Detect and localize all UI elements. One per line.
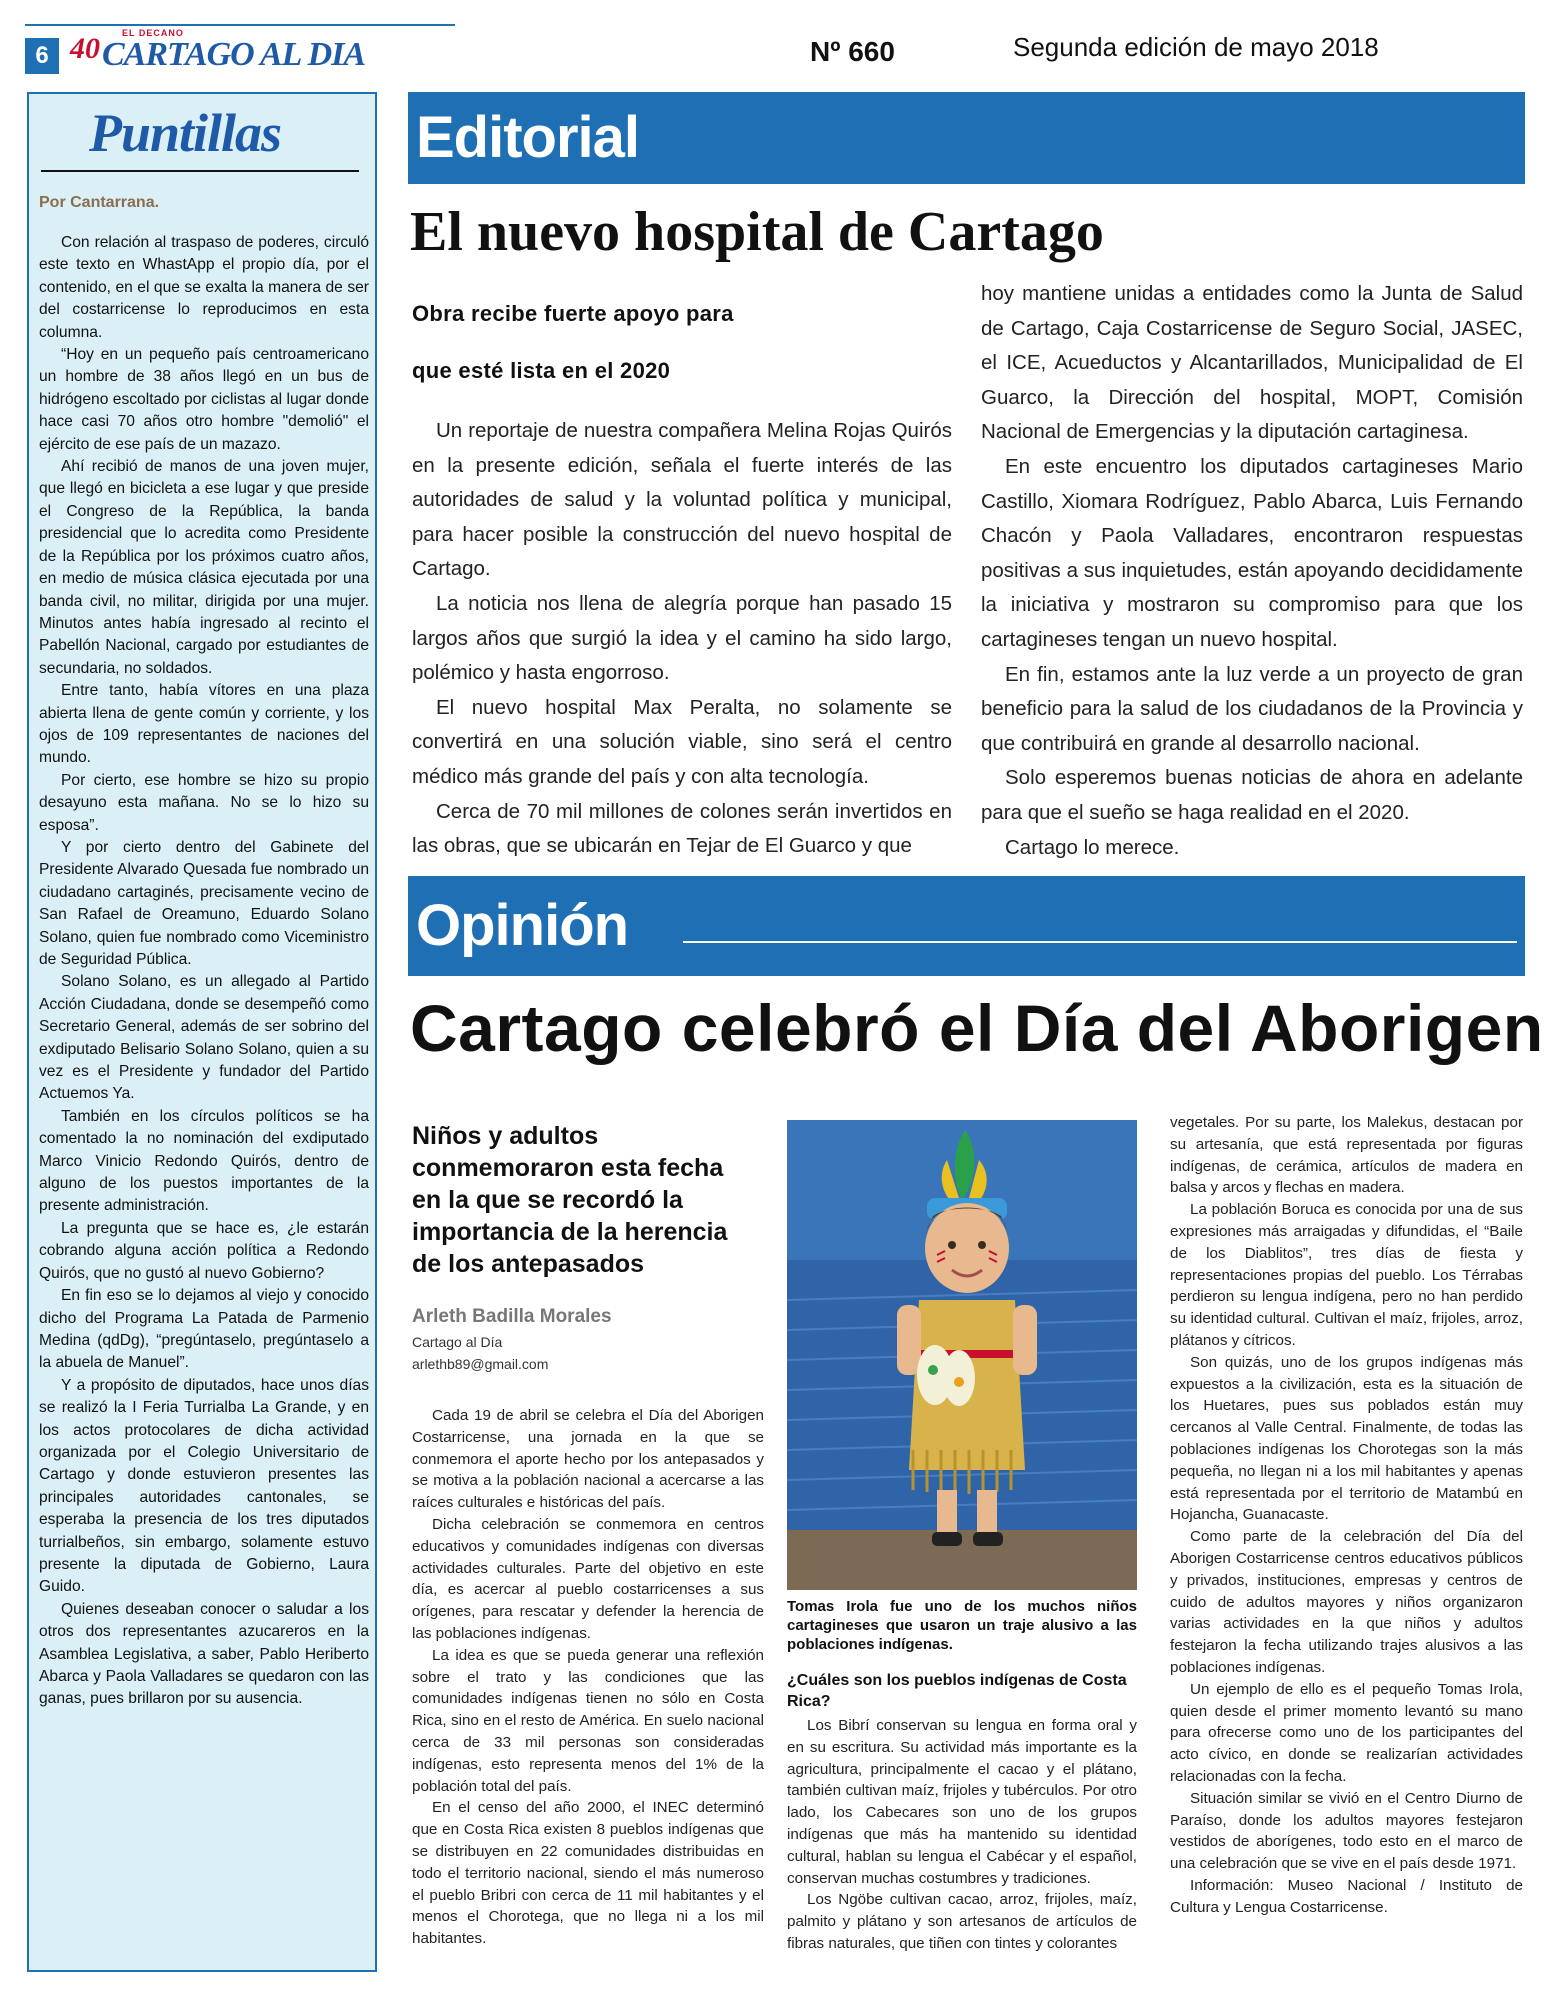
opinion-column-2 [787,1715,1137,1955]
photo-caption: Tomas Irola fue uno de los muchos niños cartagineses que usaron un traje alusivo a las poblaciones indígenas. [787,1598,1137,1653]
opinion-banner-rule [683,941,1517,943]
paragraph: Con relación al traspaso de poderes, circuló este texto en WhastApp el propio día, por el contenido, en el que se exalta la manera de ser del costarricense lo reproducimos en esta columna. [39,234,369,341]
puntillas-byline: Por Cantarrana. [39,194,160,211]
paragraph: En fin eso se lo dejamos al viejo y conocido dicho del Programa La Patada de Parmenio Medina (qdDg), “pregúntaselo, pregúntaselo a la abuela de Manuel”. [39,1287,369,1372]
child-costume-photo [787,1120,1137,1590]
paragraph: Entre tanto, había vítores en una plaza abierta llena de gente común y corriente, y los ojos de 109 representantes de naciones del mundo. [39,682,369,767]
subhead-line: que esté lista en el 2020 [412,358,671,383]
paragraph: Como parte de la celebración del Día del Aborigen Costarricense centros educativos públicos y privados, instituciones, empresas y centros de cuido de adultos mayores y niños organizaron varias actividades en la que niños y adultos festejaron la fecha utilizando trajes alusivos a las poblaciones indígenas. [1170,1528,1523,1676]
subhead-line: Obra recibe fuerte apoyo para [412,301,734,326]
paragraph: Los Ngöbe cultivan cacao, arroz, frijoles, maíz, palmito y plátano y son artesanos de artículos de fibras naturales, que tiñen con tintes y colorantes [787,1891,1137,1952]
question-heading: ¿Cuáles son los pueblos indígenas de Costa Rica? [787,1672,1127,1710]
paragraph: La población Boruca es conocida por una de sus expresiones más arraigadas y difundidas, el “Baile de los Diablitos”, tres días de fiesta y representaciones propias del pueblo. Los Térrabas perdieron su lengua indígena, pero no han perdido su identidad cultural. Cultivan el maíz, frijoles, arroz, plátanos y cítricos. [1170,1201,1523,1349]
paragraph: La pregunta que se hace es, ¿le estarán cobrando alguna acción política a Redondo Quirós, que no gustó al nuevo Gobierno? [39,1219,369,1282]
paragraph: Por cierto, ese hombre se hizo su propio desayuno esta mañana. No se lo hizo su esposa”. [39,771,369,834]
editorial-banner [408,92,1525,184]
paragraph: También en los círculos políticos se ha comentado la no nominación del exdiputado Marco Vinicio Redondo Quirós, dentro de alguno de los puestos importantes de la presente administración. [39,1107,369,1215]
opinion-headline: Cartago celebró el Día del Aborigen [410,991,1544,1065]
author-name: Arleth Badilla Morales [412,1306,612,1327]
paragraph: vegetales. Por su parte, los Malekus, destacan por su artesanía, que está representada por figuras indígenas, de cerámica, artículos de madera en balsa y arcos y flechas en madera. [1170,1114,1523,1197]
opinion-section-title: Opinión [416,893,629,958]
paragraph: Y por cierto dentro del Gabinete del Presidente Alvarado Quesada fue nombrado un ciudadano cartaginés, precisamente vecino de San Rafael de Oreamuno, Eduardo Solano Solano, quien fue nombrado como Viceministro de Seguridad Pública. [39,838,369,968]
puntillas-column [27,92,377,1972]
paragraph: Los Bibrí conservan su lengua en forma oral y en su escritura. Su actividad más importante es la agricultura, principalmente el cacao y el plátano, también cultivan maíz, frijoles y tubérculos. Por otro lado, los Cabecares son uno de los grupos indígenas que más ha mantenido su identidad cultural, hablan su lengua el Cabécar y el español, conservan muchas costumbres y tradiciones. [787,1717,1137,1887]
paragraph: Cerca de 70 mil millones de colones serán invertidos en las obras, que se ubicarán en Tejar de El Guarco y que [412,799,952,858]
paragraph: Son quizás, uno de los grupos indígenas más expuestos a la civilización, esta es la situación de los Huetares, pues sus poblados están muy cercanos al Valle Central. Finalmente, de todas las poblaciones indígenas los Chorotegas son la más pequeña, no llegan ni a los mil habitantes y apenas está representada por el territorio de Matambú en Hojancha, Guanacaste. [1170,1353,1523,1524]
author-publication: Cartago al Día [412,1334,503,1350]
paragraph: Información: Museo Nacional / Instituto de Cultura y Lengua Costarricense. [1170,1876,1523,1916]
paragraph: Un ejemplo de ello es el pequeño Tomas Irola, quien desde el primer momento levantó su mano para ofrecerse como uno de los participantes del acto cívico, en donde se realizarían actividades relacionadas con la fecha. [1170,1680,1523,1785]
paragraph: Y a propósito de diputados, hace unos días se realizó la I Feria Turrialba La Grande, y en los actos protocolares de dicha actividad organizada por el Colegio Universitario de Cartago y donde estuvieron presentes las principales autoridades cantonales, se esperaba la presencia de los tres diputados turrialbeños, sin embargo, solamente estuvo presente la diputada de Gobierno, Laura Guido. [39,1376,369,1596]
paragraph: El nuevo hospital Max Peralta, no solamente se convertirá en una solución viable, sino será el centro médico más grande del país y con alta tecnología. [412,695,952,788]
puntillas-rule [41,170,359,172]
paragraph: En este encuentro los diputados cartagineses Mario Castillo, Xiomara Rodríguez, Pablo Abarca, Luis Fernando Chacón y Paola Valladares, encontraron respuestas positivas a sus inquietudes, están apoyando decididamente la iniciativa y mostraron su compromiso para que los cartagineses tengan un nuevo hospital. [981,454,1523,651]
newspaper-logo [70,26,366,76]
paragraph: Situación similar se vivió en el Centro Diurno de Paraíso, donde los adultos mayores festejaron vestidos de aborígenes, todo esto en el marco de una celebración que se vive en el país desde 1971. [1170,1789,1523,1873]
paragraph: Cartago lo merece. [1005,835,1180,859]
paragraph: En fin, estamos ante la luz verde a un proyecto de gran beneficio para la salud de los ciudadanos de la Provincia y que contribuirá en grande al desarrollo nacional. [981,662,1523,755]
paragraph: Dicha celebración se conmemora en centros educativos y comunidades indígenas con diversas actividades culturales. Parte del objetivo en este día, es acercar al pueblo costarricenses a sus orígenes, para rescatar y defender la herencia de las poblaciones indígenas. [412,1515,764,1642]
page-number: 6 [25,38,59,74]
opinion-banner [408,876,1525,976]
photo-illustration [787,1120,1137,1590]
paragraph: “Hoy en un pequeño país centroamericano un hombre de 38 años llegó en un bus de hidrógeno escoltado por ciclistas al lugar donde hace casi 70 años otro hombre "demolió" el ejército de ese país de un mazazo. [39,346,369,453]
paragraph: Ahí recibió de manos de una joven mujer, que llegó en bicicleta a ese lugar y que preside el Congreso de la República, la banda presidencial que lo acredita como Presidente de la República por los próximos cuatro años, en medio de música clásica ejecutada por una banda civil, no militar, dirigida por una mujer. Minutos antes había ingresado al recinto el Pabellón Nacional, cargado por estudiantes de secundaria, no soldados. [39,458,369,677]
editorial-column-1 [412,414,952,864]
logo-name: CARTAGO AL DIA [102,36,366,73]
editorial-column-2 [981,277,1523,865]
issue-number: Nº 660 [810,36,895,67]
editorial-subhead [412,285,812,399]
paragraph: Cada 19 de abril se celebra el Día del Aborigen Costarricense, una jornada en la que se conmemora el aporte hecho por los antepasados y se motiva a la población nacional a acercarse a las raíces culturales e históricas del país. [412,1407,764,1512]
opinion-column-3 [1170,1112,1523,1918]
puntillas-body [39,232,369,1711]
opinion-subhead: Niños y adultos conmemoraron esta fecha en la que se recordó la importancia de la herencia de los antepasados [412,1122,728,1278]
paragraph: Un reportaje de nuestra compañera Melina Rojas Quirós en la presente edición, señala el fuerte interés de las autoridades de salud y la voluntad política y municipal, para hacer posible la construcción del nuevo hospital de Cartago. [412,419,952,581]
editorial-headline: El nuevo hospital de Cartago [410,201,1104,263]
paragraph: Quienes deseaban conocer o saludar a los otros dos representantes azucareros en la Asamblea Legislativa, a saber, Pablo Heriberto Abarca y Paola Valladares se quedaron con las ganas, pues brillaron por su ausencia. [39,1600,369,1708]
paragraph: La idea es que se pueda generar una reflexión sobre el trato y las condiciones que las comunidades indígenas tienen no sólo en Costa Rica, sino en el resto de América. En suelo nacional cerca de 33 mil personas son consideradas indígenas, esto representa menos del 1% de la población total del país. [412,1646,764,1795]
paragraph: En el censo del año 2000, el INEC determinó que en Costa Rica existen 8 pueblos indígenas que se distribuyen en 22 comunidades distribuidas en todo el territorio nacional, siendo el más numeroso el pueblo Bribri con cerca de 11 mil habitantes y el menos el Chorotega, que no llega ni a los mil habitantes. [412,1799,764,1948]
opinion-column-1 [412,1405,764,1950]
paragraph: Solano Solano, es un allegado al Partido Acción Ciudadana, donde se desempeñó como Secretario General, además de ser sobrino del exdiputado Belisario Solano Solano, quien a su vez es el Presidente y fundador del Partido Actuemos Ya. [39,973,369,1103]
page-header [0,0,1550,78]
editorial-section-title: Editorial [416,105,640,170]
logo-badge: 40 [70,32,100,65]
logo-tagline: EL DECANO [122,28,184,38]
paragraph: hoy mantiene unidas a entidades como la Junta de Salud de Cartago, Caja Costarricense de Seguro Social, JASEC, el ICE, Acueductos y Alcantarillados, Municipalidad de El Guarco, la Dirección del hospital, MOPT, Comisión Nacional de Emergencias y la diputación cartaginesa. [981,282,1523,444]
puntillas-title: Puntillas [89,103,282,163]
author-email: arlethb89@gmail.com [412,1356,549,1372]
paragraph: La noticia nos llena de alegría porque han pasado 15 largos años que surgió la idea y el camino ha sido largo, polémico y hasta engorroso. [412,591,952,685]
paragraph: Solo esperemos buenas noticias de ahora en adelante para que el sueño se haga realidad en el 2020. [981,766,1523,824]
edition-date: Segunda edición de mayo 2018 [1013,32,1379,62]
